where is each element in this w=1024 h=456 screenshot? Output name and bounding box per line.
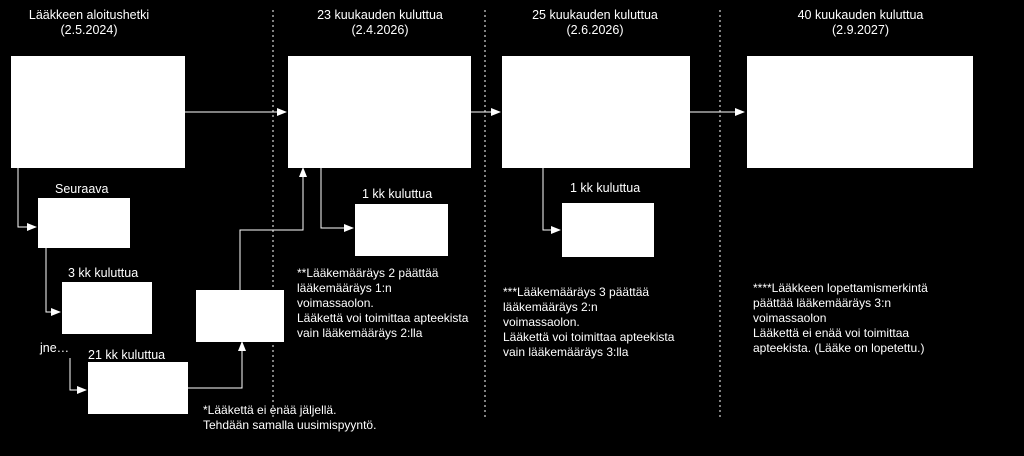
column-title: 25 kuukauden kuluttua	[532, 8, 658, 22]
prescription-2-box	[288, 56, 471, 168]
note-line: voimassaolon.	[297, 296, 374, 310]
note-line: Tehdään samalla uusimispyyntö.	[203, 418, 377, 432]
note-line: apteekista. (Lääke on lopetettu.)	[753, 341, 925, 355]
note-line: Lääkettä voi toimittaa apteekista	[297, 311, 469, 325]
note-line: vain lääkemääräys 2:lla	[297, 326, 423, 340]
note-line: **Lääkemääräys 2 päättää	[297, 266, 439, 280]
next-label: Seuraava	[55, 182, 109, 196]
arrow-25m-to-1kk	[543, 168, 560, 230]
one-month-label-a: 1 kk kuluttua	[362, 187, 433, 201]
column-title: 40 kuukauden kuluttua	[797, 8, 924, 22]
arrow-jne-to-21m	[70, 358, 86, 390]
note-star1	[203, 403, 376, 433]
one-month-box-a	[355, 204, 448, 256]
one-month-label-b: 1 kk kuluttua	[570, 181, 641, 195]
note-line: päättää lääkemääräys 3:n	[753, 296, 892, 310]
three-months-label: 3 kk kuluttua	[68, 266, 139, 280]
discontinuation-box	[747, 56, 973, 168]
column-header-23m	[290, 8, 470, 38]
prescription-1-box	[11, 56, 185, 168]
column-title: Lääkkeen aloitushetki	[28, 8, 150, 22]
prescription-3-box	[502, 56, 690, 168]
note-line: ****Lääkkeen lopettamismerkintä	[753, 281, 928, 295]
arrow-next-to-3m	[46, 248, 60, 312]
three-months-box	[62, 282, 152, 334]
note-line: Lääkettä voi toimittaa apteekista	[503, 330, 675, 344]
one-month-box-b	[562, 203, 654, 257]
next-dispense-box	[38, 198, 130, 248]
arrow-21m-to-box	[188, 342, 242, 388]
column-header-start	[4, 8, 174, 38]
note-star3	[503, 285, 674, 360]
column-header-40m	[748, 8, 973, 38]
twentyone-months-box	[88, 362, 188, 414]
column-date: (2.6.2026)	[566, 23, 624, 37]
note-star2	[297, 266, 468, 341]
column-date: (2.9.2027)	[832, 23, 889, 37]
twentyone-months-label: 21 kk kuluttua	[88, 348, 166, 362]
note-line: Lääkettä ei enää voi toimittaa	[753, 326, 910, 340]
note-star4	[753, 281, 928, 356]
column-date: (2.5.2024)	[60, 23, 118, 37]
arrow-box-to-23m	[240, 168, 303, 290]
arrow-23m-to-1kk	[321, 168, 353, 228]
note-line: lääkemääräys 1:n	[297, 281, 392, 295]
column-header-25m	[500, 8, 690, 38]
note-line: voimassaolon.	[503, 315, 580, 329]
note-line: vain lääkemääräys 3:lla	[503, 345, 629, 359]
arrow-start-to-next	[18, 168, 36, 227]
renewal-request-box	[196, 290, 284, 342]
column-date: (2.4.2026)	[351, 23, 409, 37]
etc-label: jne…	[40, 341, 70, 355]
column-title: 23 kuukauden kuluttua	[317, 8, 443, 22]
note-line: ***Lääkemääräys 3 päättää	[503, 285, 650, 299]
note-line: *Lääkettä ei enää jäljellä.	[203, 403, 337, 417]
note-line: lääkemääräys 2:n	[503, 300, 598, 314]
note-line: voimassaolon	[753, 311, 827, 325]
